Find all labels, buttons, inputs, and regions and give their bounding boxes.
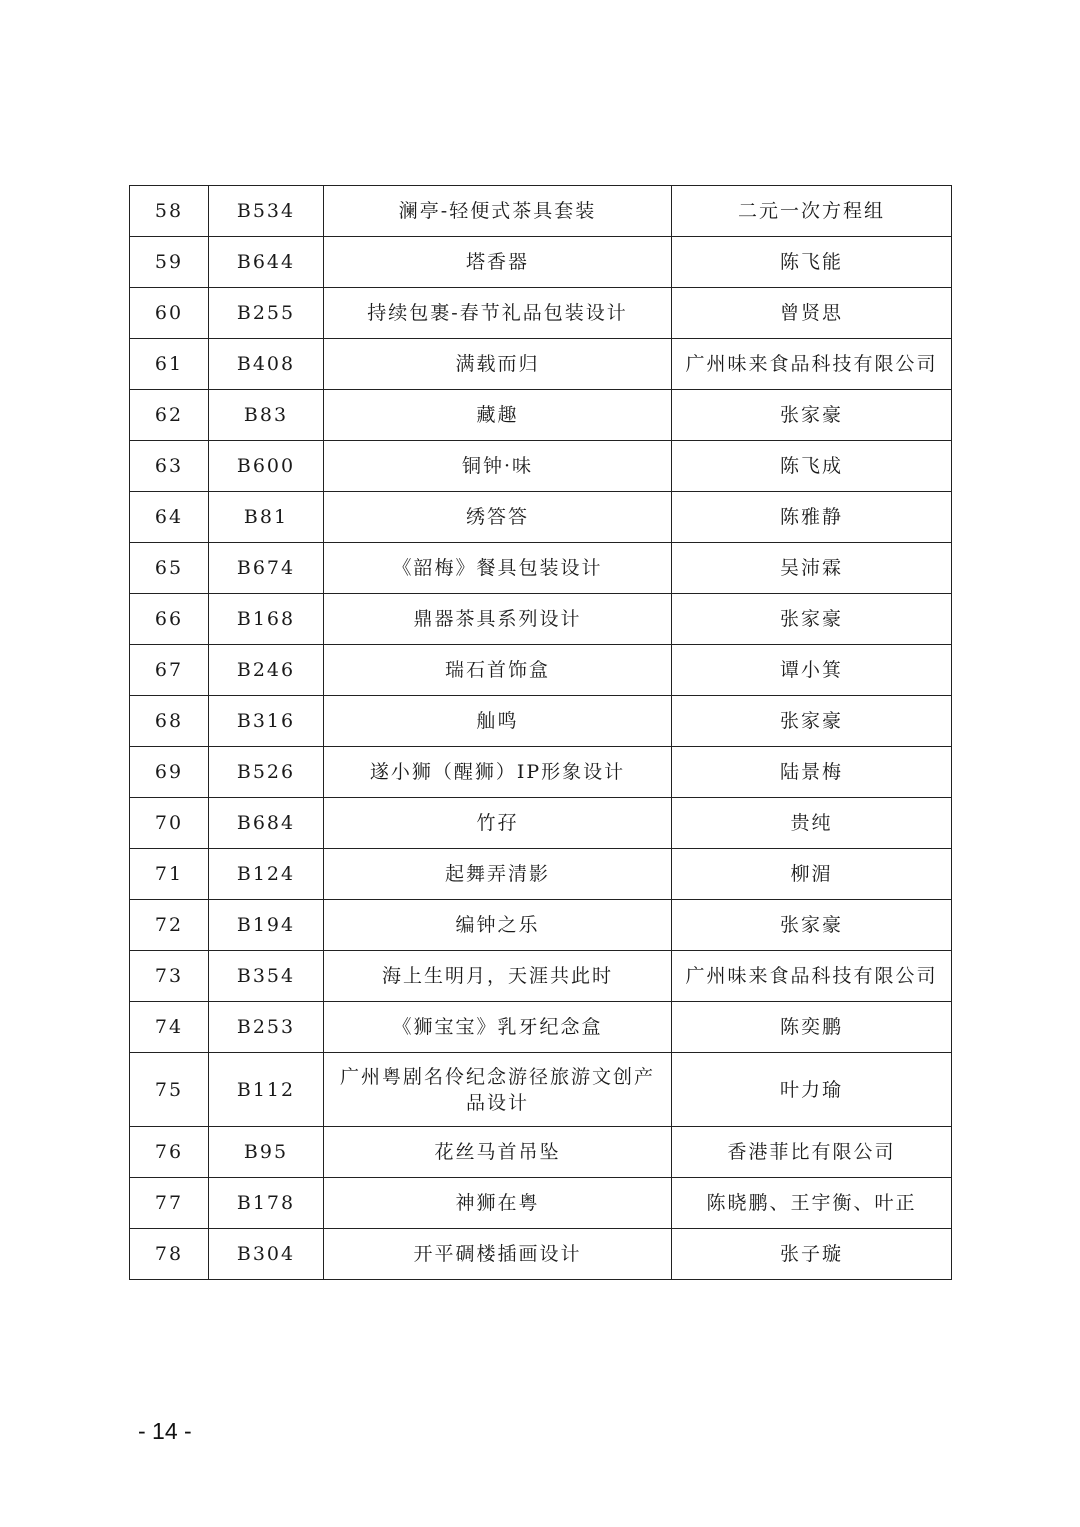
author-name: 张家豪 — [672, 390, 952, 441]
work-title: 瑞石首饰盒 — [324, 645, 672, 696]
work-title: 神狮在粤 — [324, 1178, 672, 1229]
row-number: 61 — [130, 339, 209, 390]
work-title: 持续包裹-春节礼品包装设计 — [324, 288, 672, 339]
author-name: 张家豪 — [672, 696, 952, 747]
author-name: 陈飞能 — [672, 237, 952, 288]
entry-code: B178 — [209, 1178, 324, 1229]
entry-code: B253 — [209, 1002, 324, 1053]
work-title: 《狮宝宝》乳牙纪念盒 — [324, 1002, 672, 1053]
table-row — [130, 543, 952, 594]
entry-code: B83 — [209, 390, 324, 441]
work-title: 编钟之乐 — [324, 900, 672, 951]
row-number: 59 — [130, 237, 209, 288]
table-row — [130, 186, 952, 237]
author-name: 吴沛霖 — [672, 543, 952, 594]
table-row — [130, 390, 952, 441]
work-title: 花丝马首吊坠 — [324, 1127, 672, 1178]
author-name: 陈雅静 — [672, 492, 952, 543]
author-name: 陆景梅 — [672, 747, 952, 798]
author-name: 叶力瑜 — [672, 1053, 952, 1127]
table-row — [130, 696, 952, 747]
row-number: 70 — [130, 798, 209, 849]
author-name: 陈奕鹏 — [672, 1002, 952, 1053]
author-name: 贵纯 — [672, 798, 952, 849]
entry-code: B316 — [209, 696, 324, 747]
author-name: 张家豪 — [672, 900, 952, 951]
row-number: 68 — [130, 696, 209, 747]
author-name: 广州味来食品科技有限公司 — [672, 339, 952, 390]
work-title: 满载而归 — [324, 339, 672, 390]
row-number: 62 — [130, 390, 209, 441]
entry-code: B534 — [209, 186, 324, 237]
author-name: 广州味来食品科技有限公司 — [672, 951, 952, 1002]
entry-code: B124 — [209, 849, 324, 900]
table-row — [130, 1127, 952, 1178]
row-number: 78 — [130, 1229, 209, 1280]
author-name: 二元一次方程组 — [672, 186, 952, 237]
table-row — [130, 951, 952, 1002]
row-number: 75 — [130, 1053, 209, 1127]
row-number: 63 — [130, 441, 209, 492]
table-row — [130, 288, 952, 339]
table-row — [130, 1053, 952, 1127]
table-row — [130, 339, 952, 390]
row-number: 72 — [130, 900, 209, 951]
table-row — [130, 849, 952, 900]
author-name: 张子璇 — [672, 1229, 952, 1280]
row-number: 71 — [130, 849, 209, 900]
work-title: 遂小狮（醒狮）IP形象设计 — [324, 747, 672, 798]
author-name: 香港菲比有限公司 — [672, 1127, 952, 1178]
table-row — [130, 1178, 952, 1229]
work-title: 绣答答 — [324, 492, 672, 543]
entry-code: B354 — [209, 951, 324, 1002]
work-title: 澜亭-轻便式茶具套装 — [324, 186, 672, 237]
work-title: 开平碉楼插画设计 — [324, 1229, 672, 1280]
entry-code: B684 — [209, 798, 324, 849]
table-row — [130, 441, 952, 492]
work-title: 竹孖 — [324, 798, 672, 849]
author-name: 谭小箕 — [672, 645, 952, 696]
row-number: 76 — [130, 1127, 209, 1178]
table-row — [130, 900, 952, 951]
entry-code: B95 — [209, 1127, 324, 1178]
row-number: 65 — [130, 543, 209, 594]
page-number: - 14 - — [138, 1418, 192, 1444]
row-number: 58 — [130, 186, 209, 237]
entry-code: B408 — [209, 339, 324, 390]
row-number: 74 — [130, 1002, 209, 1053]
entry-code: B255 — [209, 288, 324, 339]
table-row — [130, 747, 952, 798]
author-name: 柳湄 — [672, 849, 952, 900]
row-number: 64 — [130, 492, 209, 543]
row-number: 66 — [130, 594, 209, 645]
row-number: 69 — [130, 747, 209, 798]
work-title: 塔香器 — [324, 237, 672, 288]
author-name: 陈飞成 — [672, 441, 952, 492]
table-row — [130, 1002, 952, 1053]
work-title: 藏趣 — [324, 390, 672, 441]
work-title: 铜钟·味 — [324, 441, 672, 492]
work-title: 海上生明月，天涯共此时 — [324, 951, 672, 1002]
entry-code: B168 — [209, 594, 324, 645]
work-title: 舢鸣 — [324, 696, 672, 747]
entry-code: B304 — [209, 1229, 324, 1280]
entry-code: B674 — [209, 543, 324, 594]
entry-code: B112 — [209, 1053, 324, 1127]
table-row — [130, 594, 952, 645]
work-title: 起舞弄清影 — [324, 849, 672, 900]
entry-code: B600 — [209, 441, 324, 492]
table-row — [130, 645, 952, 696]
table-row — [130, 492, 952, 543]
award-table — [129, 185, 952, 1280]
entry-code: B194 — [209, 900, 324, 951]
entry-code: B644 — [209, 237, 324, 288]
author-name: 张家豪 — [672, 594, 952, 645]
author-name: 陈晓鹏、王宇衡、叶正 — [672, 1178, 952, 1229]
author-name: 曾贤思 — [672, 288, 952, 339]
row-number: 67 — [130, 645, 209, 696]
row-number: 60 — [130, 288, 209, 339]
entry-code: B81 — [209, 492, 324, 543]
work-title: 鼎器茶具系列设计 — [324, 594, 672, 645]
award-table-body — [130, 186, 952, 1280]
table-row — [130, 1229, 952, 1280]
table-row — [130, 237, 952, 288]
row-number: 73 — [130, 951, 209, 1002]
table-row — [130, 798, 952, 849]
entry-code: B246 — [209, 645, 324, 696]
work-title: 《韶梅》餐具包装设计 — [324, 543, 672, 594]
work-title: 广州粤剧名伶纪念游径旅游文创产品设计 — [324, 1053, 672, 1127]
row-number: 77 — [130, 1178, 209, 1229]
entry-code: B526 — [209, 747, 324, 798]
